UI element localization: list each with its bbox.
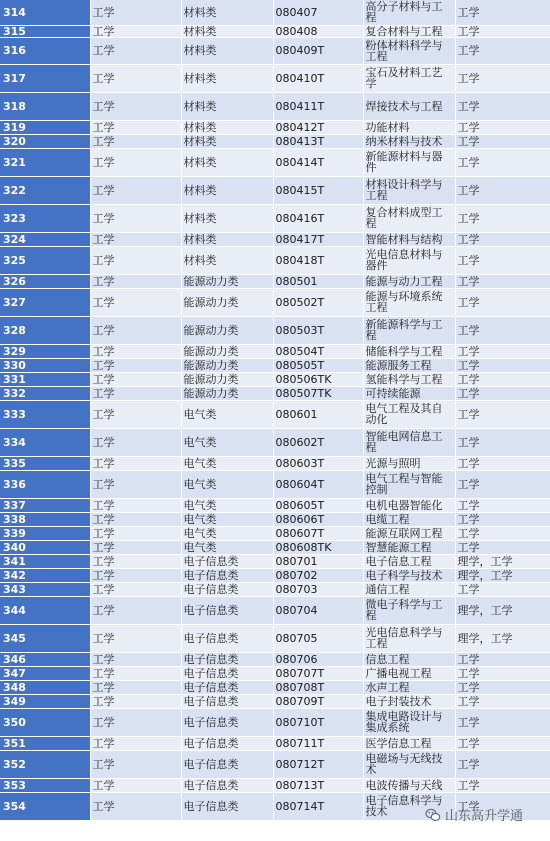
major-code-cell: 080503T <box>273 316 363 344</box>
row-number: 339 <box>0 526 90 540</box>
wechat-icon <box>425 807 441 823</box>
degree-cell: 工学 <box>455 64 550 92</box>
table-row <box>0 694 550 708</box>
major-class-cell: 电气类 <box>181 470 273 498</box>
discipline-cell: 工学 <box>90 652 181 666</box>
major-name-cell: 医学信息工程 <box>363 736 455 750</box>
major-name-cell: 水声工程 <box>363 680 455 694</box>
row-number: 354 <box>0 792 90 820</box>
table-row <box>0 666 550 680</box>
table-row <box>0 0 550 25</box>
row-number: 352 <box>0 750 90 778</box>
discipline-cell: 工学 <box>90 25 181 37</box>
row-number: 334 <box>0 428 90 456</box>
major-name-cell: 通信工程 <box>363 582 455 596</box>
major-class-cell: 电子信息类 <box>181 750 273 778</box>
row-number: 322 <box>0 176 90 204</box>
major-class-cell: 材料类 <box>181 25 273 37</box>
degree-cell: 工学 <box>455 372 550 386</box>
row-number: 320 <box>0 134 90 148</box>
major-class-cell: 材料类 <box>181 176 273 204</box>
degree-cell: 工学 <box>455 37 550 64</box>
major-name-cell: 电子封装技术 <box>363 694 455 708</box>
row-number: 314 <box>0 0 90 25</box>
discipline-cell: 工学 <box>90 596 181 624</box>
major-class-cell: 能源动力类 <box>181 274 273 288</box>
major-name-cell: 电子信息工程 <box>363 554 455 568</box>
table-row <box>0 176 550 204</box>
degree-cell: 工学 <box>455 176 550 204</box>
major-name-cell: 电缆工程 <box>363 512 455 526</box>
row-number: 346 <box>0 652 90 666</box>
major-class-cell: 电气类 <box>181 400 273 428</box>
degree-cell: 工学 <box>455 92 550 120</box>
row-number: 324 <box>0 232 90 246</box>
major-code-cell: 080408 <box>273 25 363 37</box>
degree-cell: 工学 <box>455 526 550 540</box>
major-name-cell: 粉体材料科学与工程 <box>363 37 455 64</box>
row-number: 321 <box>0 148 90 176</box>
degree-cell: 工学 <box>455 470 550 498</box>
row-number: 315 <box>0 25 90 37</box>
major-code-cell: 080504T <box>273 344 363 358</box>
table-row <box>0 750 550 778</box>
major-name-cell: 电气工程与智能控制 <box>363 470 455 498</box>
major-class-cell: 电子信息类 <box>181 778 273 792</box>
table-row <box>0 540 550 554</box>
table-row <box>0 526 550 540</box>
discipline-cell: 工学 <box>90 512 181 526</box>
row-number: 353 <box>0 778 90 792</box>
major-class-cell: 材料类 <box>181 148 273 176</box>
discipline-cell: 工学 <box>90 344 181 358</box>
major-name-cell: 能源与环境系统工程 <box>363 288 455 316</box>
major-code-cell: 080418T <box>273 246 363 274</box>
table-row <box>0 274 550 288</box>
row-number: 333 <box>0 400 90 428</box>
degree-cell: 工学 <box>455 25 550 37</box>
major-code-cell: 080711T <box>273 736 363 750</box>
table-row <box>0 232 550 246</box>
discipline-cell: 工学 <box>90 582 181 596</box>
major-code-cell: 080707T <box>273 666 363 680</box>
major-code-cell: 080506TK <box>273 372 363 386</box>
table-row <box>0 708 550 736</box>
major-name-cell: 电子信息科学与技术 <box>363 792 455 820</box>
major-code-cell: 080714T <box>273 792 363 820</box>
major-class-cell: 电气类 <box>181 456 273 470</box>
major-class-cell: 电子信息类 <box>181 652 273 666</box>
row-number: 330 <box>0 358 90 372</box>
major-class-cell: 材料类 <box>181 0 273 25</box>
major-name-cell: 广播电视工程 <box>363 666 455 680</box>
degree-cell: 工学 <box>455 344 550 358</box>
row-number: 338 <box>0 512 90 526</box>
major-class-cell: 电气类 <box>181 498 273 512</box>
degree-cell: 工学 <box>455 456 550 470</box>
discipline-cell: 工学 <box>90 92 181 120</box>
discipline-cell: 工学 <box>90 666 181 680</box>
row-number: 326 <box>0 274 90 288</box>
table-row <box>0 456 550 470</box>
major-name-cell: 材料设计科学与工程 <box>363 176 455 204</box>
row-number: 328 <box>0 316 90 344</box>
degree-cell: 工学 <box>455 708 550 736</box>
discipline-cell: 工学 <box>90 400 181 428</box>
degree-cell: 工学 <box>455 246 550 274</box>
major-name-cell: 储能科学与工程 <box>363 344 455 358</box>
discipline-cell: 工学 <box>90 274 181 288</box>
row-number: 341 <box>0 554 90 568</box>
table-row <box>0 736 550 750</box>
major-name-cell: 电波传播与天线 <box>363 778 455 792</box>
discipline-cell: 工学 <box>90 372 181 386</box>
row-number: 344 <box>0 596 90 624</box>
major-name-cell: 能源服务工程 <box>363 358 455 372</box>
row-number: 347 <box>0 666 90 680</box>
major-code-cell: 080706 <box>273 652 363 666</box>
table-row <box>0 134 550 148</box>
table-row <box>0 358 550 372</box>
major-code-cell: 080411T <box>273 92 363 120</box>
table-row <box>0 148 550 176</box>
table-row <box>0 652 550 666</box>
major-name-cell: 电气工程及其自动化 <box>363 400 455 428</box>
degree-cell: 工学 <box>455 792 550 820</box>
degree-cell: 工学 <box>455 540 550 554</box>
degree-cell: 理学，工学 <box>455 624 550 652</box>
major-name-cell: 焊接技术与工程 <box>363 92 455 120</box>
major-name-cell: 宝石及材料工艺学 <box>363 64 455 92</box>
degree-cell: 工学 <box>455 778 550 792</box>
major-name-cell: 新能源科学与工程 <box>363 316 455 344</box>
major-name-cell: 电磁场与无线技术 <box>363 750 455 778</box>
major-name-cell: 智慧能源工程 <box>363 540 455 554</box>
degree-cell: 工学 <box>455 750 550 778</box>
major-class-cell: 材料类 <box>181 120 273 134</box>
discipline-cell: 工学 <box>90 386 181 400</box>
table-row <box>0 596 550 624</box>
degree-cell: 理学，工学 <box>455 596 550 624</box>
discipline-cell: 工学 <box>90 134 181 148</box>
major-name-cell: 高分子材料与工程 <box>363 0 455 25</box>
table-row <box>0 428 550 456</box>
degree-cell: 工学 <box>455 400 550 428</box>
major-class-cell: 材料类 <box>181 204 273 232</box>
row-number: 351 <box>0 736 90 750</box>
degree-cell: 工学 <box>455 134 550 148</box>
table-row <box>0 288 550 316</box>
degree-cell: 工学 <box>455 204 550 232</box>
major-class-cell: 电子信息类 <box>181 708 273 736</box>
discipline-cell: 工学 <box>90 204 181 232</box>
table-row <box>0 246 550 274</box>
degree-cell: 工学 <box>455 694 550 708</box>
major-class-cell: 材料类 <box>181 92 273 120</box>
table-row <box>0 680 550 694</box>
row-number: 331 <box>0 372 90 386</box>
major-name-cell: 新能源材料与器件 <box>363 148 455 176</box>
major-code-cell: 080505T <box>273 358 363 372</box>
major-code-cell: 080417T <box>273 232 363 246</box>
row-number: 336 <box>0 470 90 498</box>
major-name-cell: 光源与照明 <box>363 456 455 470</box>
table-row <box>0 400 550 428</box>
major-code-cell: 080712T <box>273 750 363 778</box>
degree-cell: 工学 <box>455 736 550 750</box>
degree-cell: 工学 <box>455 316 550 344</box>
discipline-cell: 工学 <box>90 316 181 344</box>
row-number: 350 <box>0 708 90 736</box>
discipline-cell: 工学 <box>90 736 181 750</box>
major-code-cell: 080607T <box>273 526 363 540</box>
discipline-cell: 工学 <box>90 232 181 246</box>
major-name-cell: 能源互联网工程 <box>363 526 455 540</box>
table-row <box>0 25 550 37</box>
discipline-cell: 工学 <box>90 624 181 652</box>
row-number: 323 <box>0 204 90 232</box>
degree-cell: 工学 <box>455 358 550 372</box>
row-number: 335 <box>0 456 90 470</box>
major-name-cell: 纳米材料与技术 <box>363 134 455 148</box>
major-code-cell: 080415T <box>273 176 363 204</box>
major-name-cell: 氢能科学与工程 <box>363 372 455 386</box>
discipline-cell: 工学 <box>90 120 181 134</box>
major-class-cell: 电子信息类 <box>181 624 273 652</box>
table-row <box>0 386 550 400</box>
degree-cell: 工学 <box>455 288 550 316</box>
major-name-cell: 微电子科学与工程 <box>363 596 455 624</box>
major-name-cell: 智能材料与结构 <box>363 232 455 246</box>
major-code-cell: 080413T <box>273 134 363 148</box>
discipline-cell: 工学 <box>90 456 181 470</box>
row-number: 327 <box>0 288 90 316</box>
major-code-cell: 080410T <box>273 64 363 92</box>
discipline-cell: 工学 <box>90 498 181 512</box>
discipline-cell: 工学 <box>90 680 181 694</box>
major-name-cell: 能源与动力工程 <box>363 274 455 288</box>
table-row <box>0 778 550 792</box>
major-class-cell: 材料类 <box>181 64 273 92</box>
row-number: 340 <box>0 540 90 554</box>
major-code-cell: 080416T <box>273 204 363 232</box>
discipline-cell: 工学 <box>90 694 181 708</box>
major-code-cell: 080412T <box>273 120 363 134</box>
degree-cell: 工学 <box>455 274 550 288</box>
major-class-cell: 材料类 <box>181 37 273 64</box>
major-name-cell: 复合材料与工程 <box>363 25 455 37</box>
discipline-cell: 工学 <box>90 526 181 540</box>
major-class-cell: 能源动力类 <box>181 344 273 358</box>
discipline-cell: 工学 <box>90 470 181 498</box>
major-code-cell: 080709T <box>273 694 363 708</box>
major-name-cell: 光电信息科学与工程 <box>363 624 455 652</box>
major-code-cell: 080608TK <box>273 540 363 554</box>
degree-cell: 理学，工学 <box>455 554 550 568</box>
degree-cell: 工学 <box>455 652 550 666</box>
major-class-cell: 能源动力类 <box>181 358 273 372</box>
major-class-cell: 电气类 <box>181 428 273 456</box>
major-code-cell: 080713T <box>273 778 363 792</box>
discipline-cell: 工学 <box>90 428 181 456</box>
major-code-cell: 080701 <box>273 554 363 568</box>
major-class-cell: 材料类 <box>181 246 273 274</box>
major-class-cell: 电子信息类 <box>181 666 273 680</box>
degree-cell: 工学 <box>455 680 550 694</box>
table-row <box>0 470 550 498</box>
degree-cell: 工学 <box>455 512 550 526</box>
major-code-cell: 080502T <box>273 288 363 316</box>
degree-cell: 工学 <box>455 498 550 512</box>
row-number: 337 <box>0 498 90 512</box>
major-name-cell: 信息工程 <box>363 652 455 666</box>
major-class-cell: 电子信息类 <box>181 694 273 708</box>
major-code-cell: 080604T <box>273 470 363 498</box>
major-class-cell: 电气类 <box>181 512 273 526</box>
row-number: 348 <box>0 680 90 694</box>
major-code-cell: 080501 <box>273 274 363 288</box>
major-class-cell: 电子信息类 <box>181 568 273 582</box>
discipline-cell: 工学 <box>90 554 181 568</box>
discipline-cell: 工学 <box>90 792 181 820</box>
major-class-cell: 电子信息类 <box>181 582 273 596</box>
major-class-cell: 材料类 <box>181 134 273 148</box>
major-class-cell: 电子信息类 <box>181 554 273 568</box>
major-code-cell: 080601 <box>273 400 363 428</box>
major-code-cell: 080710T <box>273 708 363 736</box>
major-code-cell: 080603T <box>273 456 363 470</box>
degree-cell: 工学 <box>455 0 550 25</box>
major-class-cell: 电气类 <box>181 526 273 540</box>
major-code-cell: 080407 <box>273 0 363 25</box>
major-class-cell: 电子信息类 <box>181 792 273 820</box>
table-row <box>0 316 550 344</box>
row-number: 317 <box>0 64 90 92</box>
discipline-cell: 工学 <box>90 37 181 64</box>
major-code-cell: 080702 <box>273 568 363 582</box>
row-number: 329 <box>0 344 90 358</box>
discipline-cell: 工学 <box>90 708 181 736</box>
row-number: 342 <box>0 568 90 582</box>
major-name-cell: 可持续能源 <box>363 386 455 400</box>
discipline-cell: 工学 <box>90 148 181 176</box>
watermark-text: 山东高升学通 <box>445 809 524 824</box>
row-number: 318 <box>0 92 90 120</box>
major-class-cell: 材料类 <box>181 232 273 246</box>
major-class-cell: 电气类 <box>181 540 273 554</box>
discipline-cell: 工学 <box>90 540 181 554</box>
row-number: 325 <box>0 246 90 274</box>
table-row <box>0 64 550 92</box>
major-code-cell: 080602T <box>273 428 363 456</box>
degree-cell: 工学 <box>455 120 550 134</box>
table-row <box>0 498 550 512</box>
major-code-cell: 080414T <box>273 148 363 176</box>
degree-cell: 工学 <box>455 428 550 456</box>
table-row <box>0 554 550 568</box>
row-number: 319 <box>0 120 90 134</box>
major-code-cell: 080708T <box>273 680 363 694</box>
degree-cell: 工学 <box>455 386 550 400</box>
table-row <box>0 37 550 64</box>
table-row <box>0 624 550 652</box>
major-class-cell: 电子信息类 <box>181 680 273 694</box>
table-row <box>0 344 550 358</box>
discipline-cell: 工学 <box>90 778 181 792</box>
major-code-cell: 080409T <box>273 37 363 64</box>
degree-cell: 工学 <box>455 148 550 176</box>
major-class-cell: 能源动力类 <box>181 316 273 344</box>
discipline-cell: 工学 <box>90 358 181 372</box>
table-row <box>0 92 550 120</box>
major-code-cell: 080606T <box>273 512 363 526</box>
table-row <box>0 582 550 596</box>
discipline-cell: 工学 <box>90 288 181 316</box>
major-code-cell: 080705 <box>273 624 363 652</box>
discipline-cell: 工学 <box>90 750 181 778</box>
major-name-cell: 集成电路设计与集成系统 <box>363 708 455 736</box>
major-name-cell: 光电信息材料与器件 <box>363 246 455 274</box>
major-name-cell: 电子科学与技术 <box>363 568 455 582</box>
major-code-cell: 080703 <box>273 582 363 596</box>
discipline-cell: 工学 <box>90 0 181 25</box>
degree-cell: 工学 <box>455 666 550 680</box>
degree-cell: 工学 <box>455 232 550 246</box>
major-class-cell: 能源动力类 <box>181 372 273 386</box>
degree-cell: 工学 <box>455 582 550 596</box>
discipline-cell: 工学 <box>90 568 181 582</box>
table-row <box>0 204 550 232</box>
major-name-cell: 智能电网信息工程 <box>363 428 455 456</box>
table-row <box>0 372 550 386</box>
major-name-cell: 功能材料 <box>363 120 455 134</box>
watermark <box>425 805 523 824</box>
discipline-cell: 工学 <box>90 176 181 204</box>
major-name-cell: 复合材料成型工程 <box>363 204 455 232</box>
table-row <box>0 120 550 134</box>
row-number: 343 <box>0 582 90 596</box>
major-class-cell: 能源动力类 <box>181 288 273 316</box>
row-number: 345 <box>0 624 90 652</box>
row-number: 349 <box>0 694 90 708</box>
table-row <box>0 512 550 526</box>
major-code-cell: 080507TK <box>273 386 363 400</box>
table-row <box>0 568 550 582</box>
major-code-cell: 080704 <box>273 596 363 624</box>
major-class-cell: 能源动力类 <box>181 386 273 400</box>
row-number: 332 <box>0 386 90 400</box>
major-class-cell: 电子信息类 <box>181 736 273 750</box>
discipline-cell: 工学 <box>90 64 181 92</box>
major-name-cell: 电机电器智能化 <box>363 498 455 512</box>
major-class-cell: 电子信息类 <box>181 596 273 624</box>
degree-cell: 理学，工学 <box>455 568 550 582</box>
discipline-cell: 工学 <box>90 246 181 274</box>
row-number: 316 <box>0 37 90 64</box>
major-code-cell: 080605T <box>273 498 363 512</box>
